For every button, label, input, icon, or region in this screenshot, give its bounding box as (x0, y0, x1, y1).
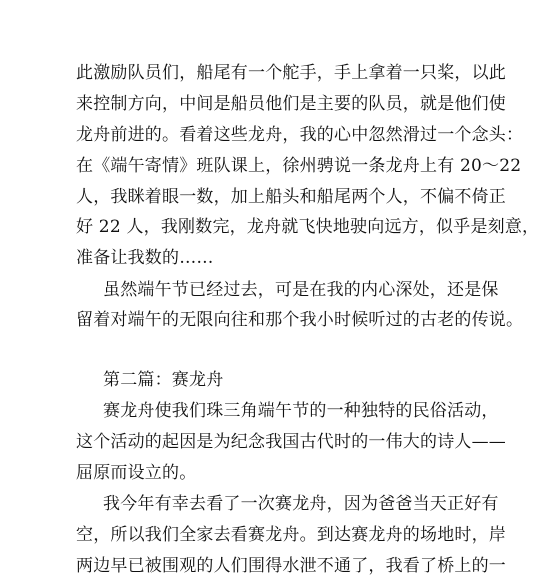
paragraph-line: 这个活动的起因是为纪念我国古代时的一伟大的诗人—— (76, 432, 506, 452)
paragraph-line: 我今年有幸去看了一次赛龙舟，因为爸爸当天正好有 (103, 494, 499, 514)
paragraph-line: 此激励队员们，船尾有一个舵手，手上拿着一只桨，以此 (76, 63, 506, 83)
paragraph-line: 在《端午寄情》班队课上，徐州骋说一条龙舟上有 20～22 (76, 156, 522, 176)
paragraph-line: 龙舟前进的。看着这些龙舟，我的心中忽然滑过一个念头： (76, 125, 524, 145)
paragraph-line: 虽然端午节已经过去，可是在我的内心深处，还是保 (103, 280, 499, 300)
paragraph-line: 来控制方向，中间是船员他们是主要的队员，就是他们使 (76, 94, 506, 114)
paragraph-line: 准备让我数的…… (76, 248, 214, 268)
paragraph-line: 好 22 人，我刚数完，龙舟就飞快地驶向远方，似乎是刻意， (76, 217, 539, 237)
paragraph-line: 两边早已被围观的人们围得水泄不通了，我看了桥上的一 (76, 556, 506, 576)
paragraph-line: 人，我眯着眼一数，加上船头和船尾两个人，不偏不倚正 (76, 187, 506, 207)
paragraph-line: 赛龙舟使我们珠三角端午节的一种独特的民俗活动， (103, 401, 499, 421)
paragraph-line: 屈原而设立的。 (76, 463, 197, 483)
paragraph-line: 留着对端午的无限向往和那个我小时候听过的古老的传说。 (76, 310, 524, 330)
paragraph-line: 空，所以我们全家去看赛龙舟。到达赛龙舟的场地时，岸 (76, 525, 506, 545)
section-heading: 第二篇：赛龙舟 (103, 370, 224, 390)
